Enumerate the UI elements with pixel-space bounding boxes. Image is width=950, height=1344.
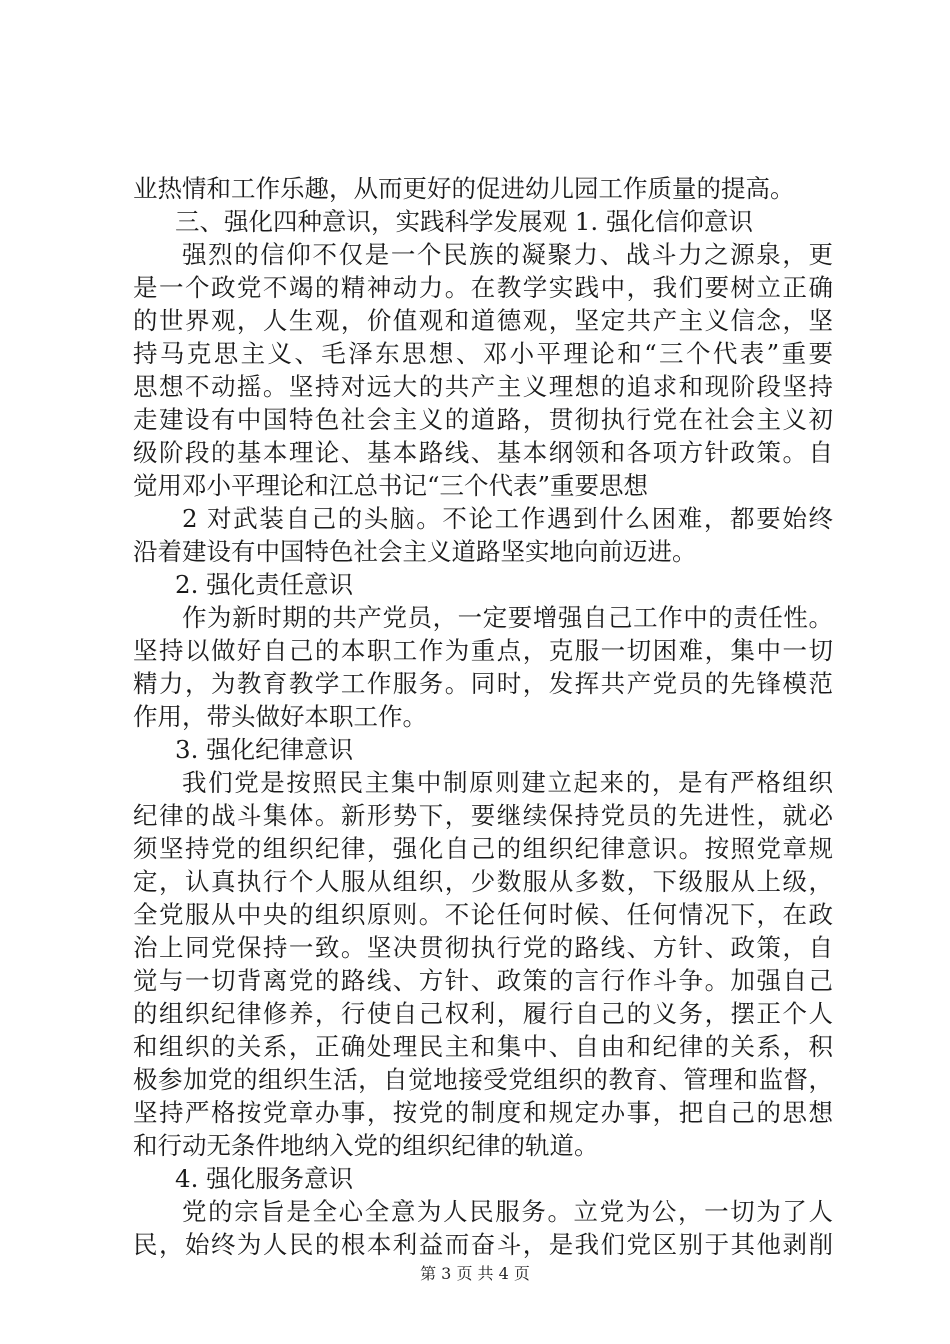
- body-line: 业热情和工作乐趣，从而更好的促进幼儿园工作质量的提高。: [133, 174, 795, 203]
- body-line: 思想不动摇。坚持对远大的共产主义理想的追求和现阶段坚持: [133, 372, 833, 401]
- body-line: 精力，为教育教学工作服务。同时，发挥共产党员的先锋模范: [133, 669, 833, 698]
- body-line: 和组织的关系，正确处理民主和集中、自由和纪律的关系，积: [133, 1032, 833, 1061]
- page-number-footer: 第 3 页 共 4 页: [420, 1264, 530, 1283]
- body-line: 我们党是按照民主集中制原则建立起来的，是有严格组织: [182, 768, 833, 797]
- body-line: 觉与一切背离党的路线、方针、政策的言行作斗争。加强自己: [133, 966, 833, 995]
- body-line: 民，始终为人民的根本利益而奋斗，是我们党区别于其他剥削: [133, 1230, 833, 1259]
- body-line: 定，认真执行个人服从组织，少数服从多数，下级服从上级，: [133, 867, 833, 896]
- body-line: 走建设有中国特色社会主义的道路，贯彻执行党在社会主义初: [133, 405, 833, 434]
- body-line: 坚持以做好自己的本职工作为重点，克服一切困难，集中一切: [133, 636, 833, 665]
- body-line: 纪律的战斗集体。新形势下，要继续保持党员的先进性，就必: [133, 801, 833, 830]
- body-line: 沿着建设有中国特色社会主义道路坚实地向前迈进。: [133, 537, 697, 566]
- body-line: 全党服从中央的组织原则。不论任何时候、任何情况下，在政: [133, 900, 833, 929]
- body-line: 2 对武装自己的头脑。不论工作遇到什么困难，都要始终: [182, 504, 833, 533]
- body-line: 强烈的信仰不仅是一个民族的凝聚力、战斗力之源泉，更: [182, 240, 833, 269]
- body-line: 的组织纪律修养，行使自己权利，履行自己的义务，摆正个人: [133, 999, 833, 1028]
- body-line: 的世界观，人生观，价值观和道德观，坚定共产主义信念，坚: [133, 306, 833, 335]
- subsection-heading: 4. 强化服务意识: [175, 1164, 354, 1193]
- body-line: 觉用邓小平理论和江总书记“三个代表”重要思想: [133, 471, 649, 500]
- body-line: 和行动无条件地纳入党的组织纪律的轨道。: [133, 1131, 599, 1160]
- body-line: 持马克思主义、毛泽东思想、邓小平理论和“三个代表”重要: [133, 339, 833, 368]
- body-line: 须坚持党的组织纪律，强化自己的组织纪律意识。按照党章规: [133, 834, 833, 863]
- body-line: 治上同党保持一致。坚决贯彻执行党的路线、方针、政策，自: [133, 933, 833, 962]
- section-heading: 三、强化四种意识，实践科学发展观 1. 强化信仰意识: [175, 207, 753, 236]
- body-line: 党的宗旨是全心全意为人民服务。立党为公，一切为了人: [182, 1197, 833, 1226]
- subsection-heading: 2. 强化责任意识: [175, 570, 354, 599]
- document-body: [133, 172, 833, 1261]
- body-line: 是一个政党不竭的精神动力。在教学实践中，我们要树立正确: [133, 273, 833, 302]
- body-line: 极参加党的组织生活，自觉地接受党组织的教育、管理和监督，: [133, 1065, 833, 1094]
- body-line: 作为新时期的共产党员，一定要增强自己工作中的责任性。: [182, 603, 833, 632]
- subsection-heading: 3. 强化纪律意识: [175, 735, 354, 764]
- body-line: 级阶段的基本理论、基本路线、基本纲领和各项方针政策。自: [133, 438, 833, 467]
- body-line: 作用，带头做好本职工作。: [133, 702, 427, 731]
- body-line: 坚持严格按党章办事，按党的制度和规定办事，把自己的思想: [133, 1098, 833, 1127]
